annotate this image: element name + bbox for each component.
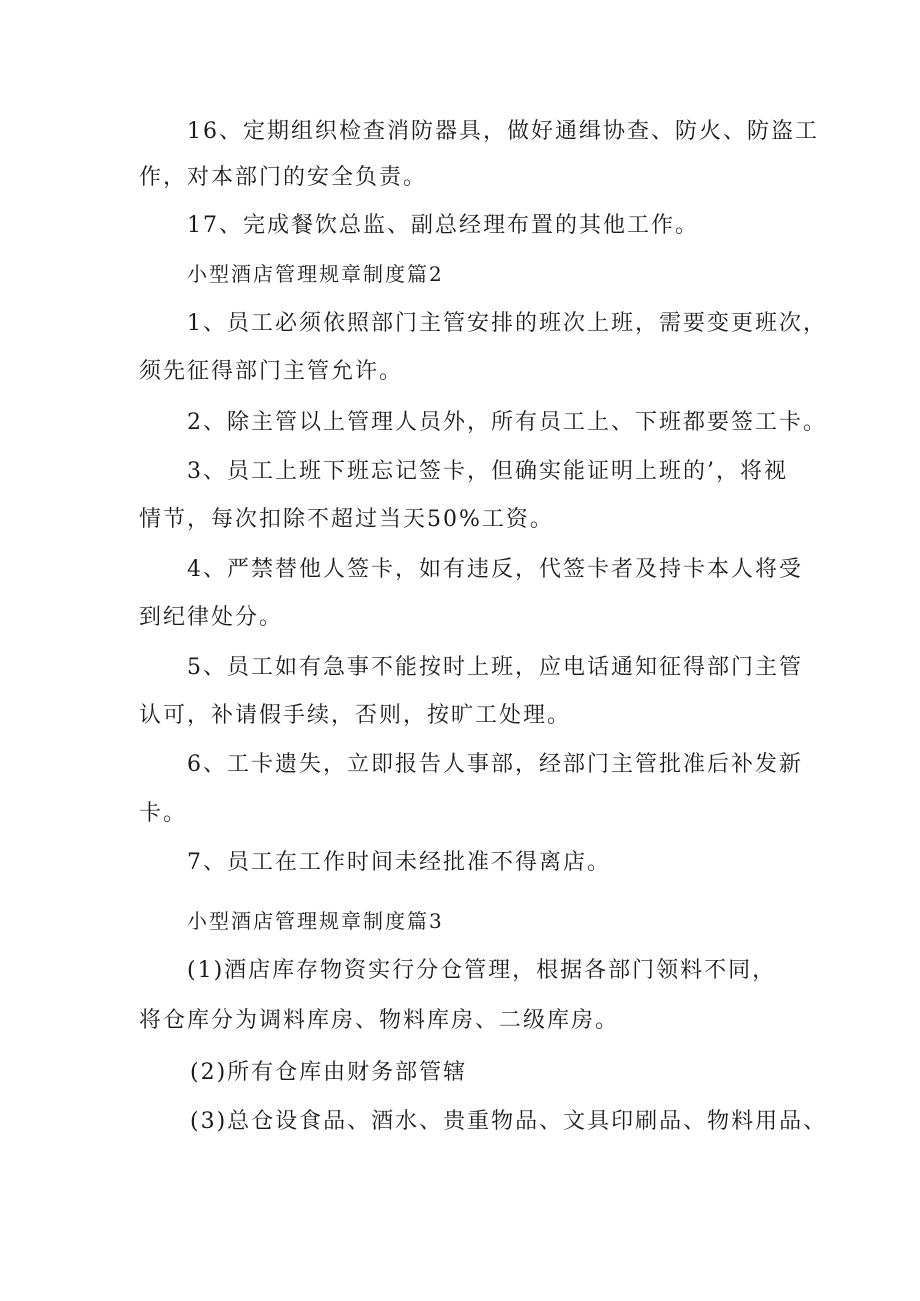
para-16-line-1: 16、定期组织检查消防器具，做好通缉协查、防火、防盗工 (187, 119, 819, 144)
para-16-line-2: 作，对本部门的安全负责。 (139, 165, 428, 190)
para-17: 17、完成餐饮总监、副总经理布置的其他工作。 (187, 213, 699, 238)
item-7: 7、员工在工作时间未经批准不得离店。 (187, 850, 611, 875)
item-5-line-2: 认可，补请假手续，否则，按旷工处理。 (139, 703, 572, 728)
item-5-line-1: 5、员工如有急事不能按时上班，应电话通知征得部门主管 (187, 655, 803, 680)
item-3-line-1: 3、员工上班下班忘记签卡，但确实能证明上班的’，将视 (187, 459, 788, 484)
item-4-line-2: 到纪律处分。 (139, 605, 284, 630)
section-heading-2: 小型酒店管理规章制度篇2 (187, 262, 444, 286)
item-3-line-2: 情节，每次扣除不超过当天50%工资。 (139, 507, 554, 532)
clause-1-line-1: (1)酒店库存物资实行分仓管理，根据各部门领料不同， (187, 958, 777, 983)
item-1-line-2: 须先征得部门主管允许。 (139, 359, 404, 384)
clause-2: (2)所有仓库由财务部管辖 (190, 1060, 468, 1085)
section-heading-3: 小型酒店管理规章制度篇3 (187, 909, 444, 933)
item-6-line-1: 6、工卡遗失，立即报告人事部，经部门主管批准后补发新 (187, 752, 803, 777)
clause-3-line-1: (3)总仓设食品、酒水、贵重物品、文具印刷品、物料用品、 (190, 1109, 828, 1134)
item-4-line-1: 4、严禁替他人签卡，如有违反，代签卡者及持卡本人将受 (187, 557, 803, 582)
item-1-line-1: 1、员工必须依照部门主管安排的班次上班，需要变更班次， (187, 311, 827, 336)
item-6-line-2: 卡。 (139, 801, 188, 826)
item-2: 2、除主管以上管理人员外，所有员工上、下班都要签工卡。 (187, 410, 827, 435)
clause-1-line-2: 将仓库分为调料库房、物料库房、二级库房。 (139, 1008, 620, 1033)
